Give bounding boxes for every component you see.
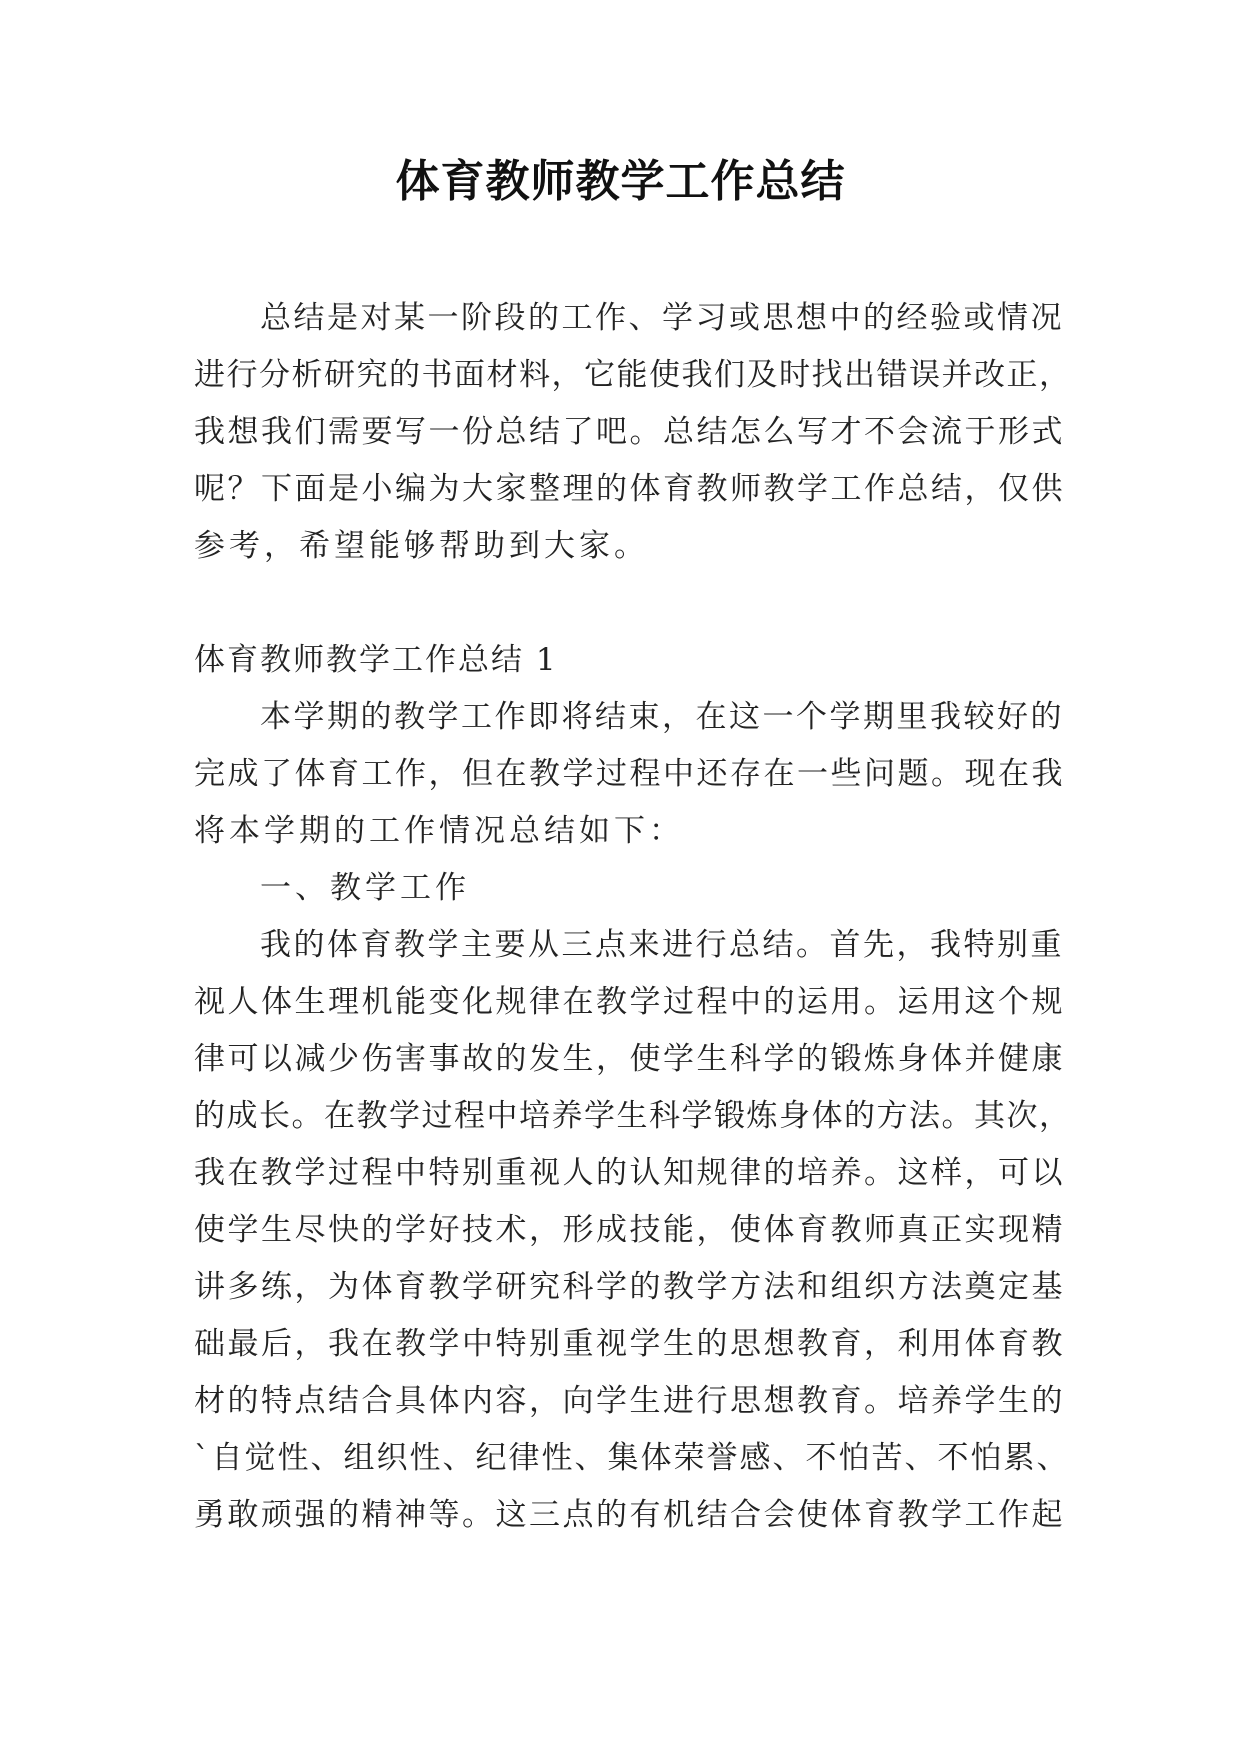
subheading: 一、教学工作 <box>260 870 470 906</box>
paragraph2-line: 视人体生理机能变化规律在教学过程中的运用。运用这个规 <box>194 984 1065 1020</box>
intro-line: 进行分析研究的书面材料，它能使我们及时找出错误并改正， <box>194 357 1072 393</box>
paragraph1-line: 将本学期的工作情况总结如下： <box>194 813 684 849</box>
intro-line: 呢？下面是小编为大家整理的体育教师教学工作总结，仅供 <box>194 471 1065 507</box>
intro-line: 参考，希望能够帮助到大家。 <box>194 528 649 564</box>
document-body <box>194 290 1074 1544</box>
paragraph2-line: 讲多练，为体育教学研究科学的教学方法和组织方法奠定基 <box>194 1269 1065 1305</box>
paragraph2-line: 我在教学过程中特别重视人的认知规律的培养。这样，可以 <box>194 1155 1065 1191</box>
paragraph2-line: 的成长。在教学过程中培养学生科学锻炼身体的方法。其次， <box>194 1098 1072 1134</box>
paragraph2-line: 勇敢顽强的精神等。这三点的有机结合会使体育教学工作起 <box>194 1497 1065 1533</box>
paragraph2-line: 我的体育教学主要从三点来进行总结。首先，我特别重 <box>260 927 1064 963</box>
paragraph2-line: 使学生尽快的学好技术，形成技能，使体育教师真正实现精 <box>194 1212 1065 1248</box>
paragraph2-line: 律可以减少伤害事故的发生，使学生科学的锻炼身体并健康 <box>194 1041 1065 1077</box>
paragraph1-line: 本学期的教学工作即将结束，在这一个学期里我较好的 <box>260 699 1064 735</box>
section-heading: 体育教师教学工作总结 1 <box>194 642 558 678</box>
intro-line: 总结是对某一阶段的工作、学习或思想中的经验或情况 <box>260 300 1064 336</box>
paragraph2-line: `自觉性、组织性、纪律性、集体荣誉感、不怕苦、不怕累、 <box>194 1440 1070 1476</box>
paragraph1-line: 完成了体育工作，但在教学过程中还存在一些问题。现在我 <box>194 756 1065 792</box>
intro-line: 我想我们需要写一份总结了吧。总结怎么写才不会流于形式 <box>194 414 1065 450</box>
document-title: 体育教师教学工作总结 <box>395 156 846 207</box>
paragraph2-line: 材的特点结合具体内容，向学生进行思想教育。培养学生的 <box>194 1383 1065 1419</box>
paragraph2-line: 础最后，我在教学中特别重视学生的思想教育，利用体育教 <box>194 1326 1065 1362</box>
paragraph-gap <box>194 575 1074 632</box>
